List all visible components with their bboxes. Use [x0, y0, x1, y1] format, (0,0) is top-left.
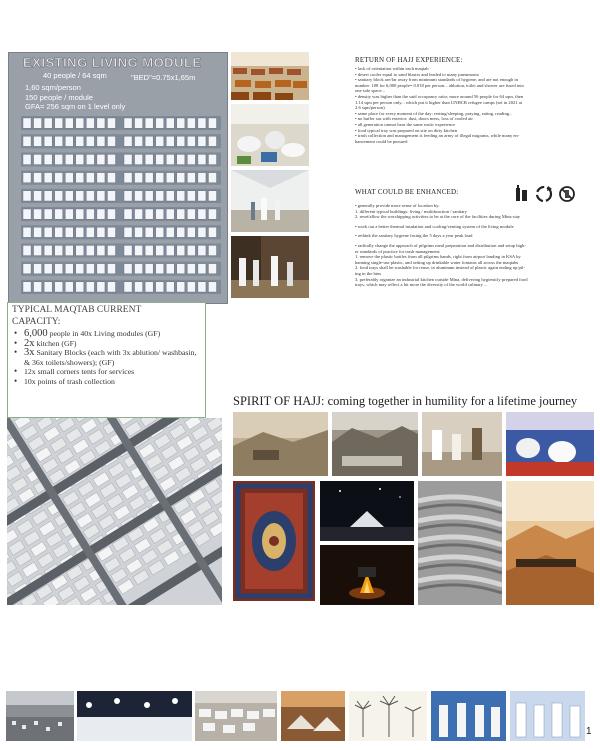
photo-historic-pilgrims	[422, 412, 502, 476]
list-item: • lack of orientation within each maqtab	[355, 66, 429, 71]
return-list	[355, 66, 585, 144]
module-bed-grid	[21, 115, 221, 297]
strip-photo-tent-city	[195, 691, 277, 741]
recycle-icon	[537, 186, 552, 201]
item-number: 6,000	[24, 328, 48, 339]
enhance-list	[355, 203, 587, 288]
photo-tent-beds	[231, 52, 309, 100]
list-item: 2.6 sqm/person)	[355, 105, 385, 111]
photo-campfire	[320, 545, 414, 605]
strip-sketch-palms	[349, 691, 427, 741]
maqtab-heading: TYPICAL MAQTAB CURRENT	[12, 305, 142, 315]
list-item: • density was higher than the said occupancy ratio; more around 56 people for 64 sqm, then	[355, 93, 524, 99]
module-spec-people: 40 people / 64 sqm	[43, 71, 107, 80]
enhance-title: WHAT COULD BE ENHANCED:	[355, 188, 459, 196]
item-number: 3x	[24, 347, 35, 359]
spirit-title: SPIRIT OF HAJJ: coming together in humility for a lifetime journey	[233, 394, 578, 408]
return-title: RETURN OF HAJJ EXPERIENCE:	[355, 56, 463, 64]
strip-photo-night-tents	[77, 691, 192, 741]
photo-night-tent	[320, 481, 414, 541]
list-item: • rethink the sanitary hygiene facing the 5 days a year peak load	[355, 233, 473, 239]
list-item: • radically change the approach of pilgrims meal preparation and distribution and setup high-	[355, 242, 526, 248]
list-item: banning single-use plastic, and setting up drinkable water fontains all across the maqtabs	[355, 259, 519, 265]
photo-pilgrims-resting	[231, 104, 309, 166]
list-item: • trash collection and management is feeding an army of illegal migrants, while many en-	[355, 133, 520, 139]
list-item	[24, 339, 201, 349]
strip-photo-tents-sunset	[281, 691, 345, 741]
list-item: 1. different typical buildings: living / multifunction / sanitary	[355, 208, 468, 214]
module-spec-bed: "BED"=0.75x1,65m	[131, 73, 196, 82]
photo-sand-dunes-bw	[418, 481, 502, 605]
list-item: one sole space...	[355, 88, 385, 94]
module-title: EXISTING LIVING MODULE	[23, 55, 202, 70]
list-item: ing in the bins	[355, 270, 382, 276]
strip-photo-pilgrims-procession	[510, 691, 585, 741]
photo-pilgrims-walking	[231, 236, 309, 298]
no-plastic-icon	[560, 187, 574, 201]
module-spec-area: 1,60 sqm/person	[25, 83, 81, 92]
list-item: • generally provide more sense of location by:	[355, 203, 440, 208]
list-item	[24, 367, 201, 377]
list-item: 3. preferably organize an industrial kitchen outside Mina, delivering hygienicly prepared food	[355, 276, 528, 282]
list-item: er standards of practice for trash management:	[355, 248, 441, 254]
maqtab-capacity-card	[7, 302, 206, 418]
list-item: 2. food trays shall be washable for reuse, in aluminum instead of plastic again ending up pil-	[355, 265, 525, 271]
photo-tent-corridor	[231, 170, 309, 232]
recycle-bottle-icon	[516, 185, 527, 201]
photo-pilgrims-tent-meal	[506, 412, 594, 476]
aerial-tent-city-photo	[7, 418, 222, 605]
module-spec-modules: 150 people / module	[25, 93, 93, 102]
list-item: number: 108 for 6,000 people= 0.018 per person... ablution, toilet and shower are fused into	[355, 82, 524, 88]
list-item	[24, 329, 201, 339]
list-item: • no buffer sas with exterior: dust, doors mess, loss of cooled air	[355, 116, 473, 122]
item-text: 10x points of trash collection	[24, 376, 115, 386]
item-number: 2x	[24, 337, 35, 349]
photo-desert-camp	[506, 481, 594, 605]
list-item	[24, 348, 201, 367]
strip-photo-pilgrims-white	[431, 691, 506, 741]
list-item: • work out a better thermal insulation and cooling/venting system of the living module	[355, 223, 514, 229]
list-item: 2. reset/allow the worshipping activities to be at the core of the facilities during Mina stay	[355, 214, 521, 220]
list-item	[24, 377, 201, 387]
sustainability-icons	[512, 184, 582, 204]
module-spec-gfa: GFA= 256 sqm on 1 level only	[25, 102, 126, 111]
living-module-panel	[8, 52, 228, 304]
list-item: trays, which may reflect a bit more the diversity of the world culinary ...	[355, 282, 488, 288]
list-item: • same place for every moment of the day: resting/sleeping, praying, eating, reading...	[355, 110, 513, 116]
list-item: • desert cooler equal to sand blaster and leaded to many pneumonia	[355, 71, 479, 77]
list-item: • all generation cannot bear the same rustic experience	[355, 121, 456, 127]
item-text: 12x small corners tents for services	[24, 367, 135, 377]
item-text: people in 40x Living modules (GF)	[47, 329, 161, 338]
maqtab-heading-sub: CAPACITY:	[12, 317, 61, 327]
list-item: 1. remove the plastic bottles from all pilgrims hands, right from airport landing in KSA by	[355, 254, 521, 260]
item-text: Sanitary Blocks (each with 3x ablution/ washbasin, & 36x toilets/showers); (GF)	[24, 348, 197, 367]
maqtab-list	[12, 329, 201, 387]
list-item: 1.14 sqm per person only... which put it higher than UNHCR refugee camps (set in 2021 at	[355, 99, 523, 105]
list-item: hancement could be pursued	[355, 138, 408, 144]
page-number: 1	[586, 726, 592, 737]
photo-persian-carpet	[233, 481, 315, 601]
list-item: • food typical tray was prepared on site on dirty kitchen	[355, 127, 458, 133]
item-text: kitchen (GF)	[34, 338, 77, 348]
list-item: • sanitary block are/far away from minimum standards of hygiene, and are not enough in	[355, 77, 518, 83]
photo-historic-camp	[233, 412, 328, 476]
strip-photo-crowd-aerial	[6, 691, 74, 741]
photo-mina-valley	[332, 412, 418, 476]
